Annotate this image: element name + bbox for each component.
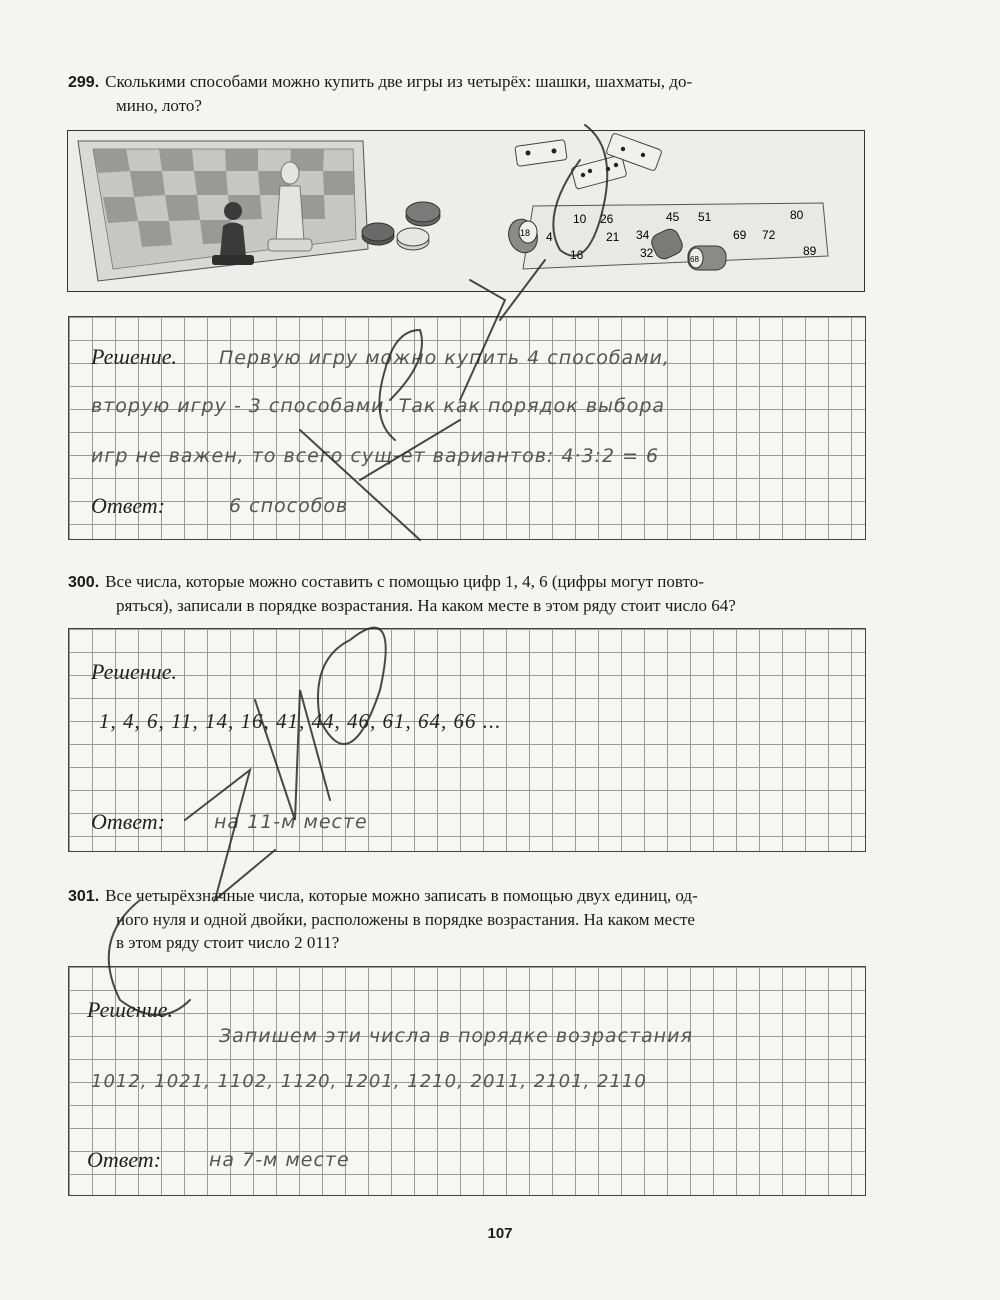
- answer-label: Ответ:: [91, 809, 166, 834]
- lotto-number: 16: [570, 248, 584, 262]
- page-number: 107: [487, 1225, 513, 1242]
- lotto-number: 72: [762, 228, 776, 242]
- task-number: 301.: [68, 888, 100, 905]
- task-text-line2: ряться), записали в порядке возрастания. На каком месте в этом ряду стоит число 64?: [116, 596, 736, 615]
- games-illustration: [67, 130, 865, 292]
- solution-grid-300: [68, 628, 866, 852]
- solution-grid-299: [68, 316, 866, 540]
- lotto-number: 69: [733, 228, 747, 242]
- task-text-line2: ного нуля и одной двойки, расположены в порядке возрастания. На каком месте: [116, 910, 695, 929]
- task-299: [68, 70, 868, 117]
- solution-label: Решение.: [87, 997, 173, 1022]
- games-illustration-svg: [68, 131, 864, 291]
- task-text-line1: Сколькими способами можно купить две игры из четырёх: шашки, шахматы, до-: [105, 72, 693, 91]
- barrel-number: 18: [520, 228, 531, 238]
- lotto-number: 26: [600, 212, 614, 226]
- task-300: [68, 570, 868, 617]
- number-sequence: 1, 4, 6, 11, 14, 16, 41, 44, 46, 61, 64, 66 ...: [99, 709, 502, 733]
- lotto-number: 4: [546, 230, 553, 244]
- checkers-icon: [362, 202, 440, 250]
- handwritten-line: 1012, 1021, 1102, 1120, 1201, 1210, 2011, 2101, 2110: [91, 1071, 647, 1092]
- answer-label: Ответ:: [91, 493, 166, 518]
- answer-value: 6 способов: [229, 495, 349, 517]
- task-text-line3: в этом ряду стоит число 2 011?: [116, 933, 340, 952]
- solution-label: Решение.: [91, 659, 177, 684]
- barrel-number: 68: [690, 255, 699, 264]
- handwritten-line: Запишем эти числа в порядке возрастания: [219, 1025, 693, 1047]
- lotto-number: 10: [573, 212, 587, 226]
- handwritten-line: Первую игру можно купить 4 способами,: [219, 347, 670, 369]
- task-number: 300.: [68, 574, 100, 591]
- task-text-line1: Все четырёхзначные числа, которые можно записать в помощью двух единиц, од-: [105, 886, 698, 905]
- lotto-number: 45: [666, 210, 680, 224]
- answer-value: на 11-м месте: [214, 811, 368, 833]
- lotto-number: 80: [790, 208, 804, 222]
- lotto-number: 32: [640, 246, 654, 260]
- handwritten-line: вторую игру - 3 способами. Так как порядок выбора: [91, 395, 666, 417]
- task-text-line2: мино, лото?: [116, 96, 202, 115]
- handwritten-line: игр не важен, то всего сущ-ет вариантов: 4·3:2 = 6: [91, 445, 660, 467]
- answer-label: Ответ:: [87, 1147, 162, 1172]
- task-301: [68, 884, 868, 954]
- lotto-number: 89: [803, 244, 817, 258]
- lotto-number: 21: [606, 230, 620, 244]
- lotto-number: 51: [698, 210, 712, 224]
- answer-value: на 7-м месте: [209, 1149, 350, 1171]
- lotto-number: 34: [636, 228, 650, 242]
- task-number: 299.: [68, 74, 100, 91]
- dominoes-icon: [515, 133, 662, 190]
- task-text-line1: Все числа, которые можно составить с помощью цифр 1, 4, 6 (цифры могут повто-: [105, 572, 704, 591]
- solution-label: Решение.: [91, 344, 177, 369]
- solution-grid-301: [68, 966, 866, 1196]
